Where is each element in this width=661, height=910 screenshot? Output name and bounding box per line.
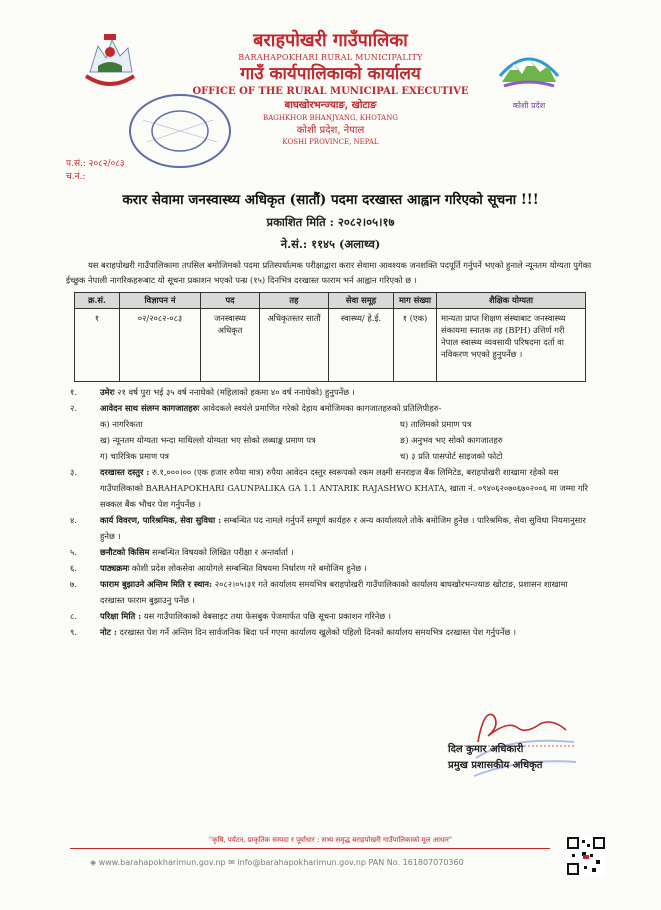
globe-icon: ◈: [90, 858, 97, 867]
item-text: २१ वर्ष पुरा भई ३५ वर्ष ननाघेको (महिलाको हकमा ४० वर्ष ननाघेको) हुनुपर्नेछ ।: [117, 387, 355, 397]
office-name-np: गाउँ कार्यपालिकाको कार्यालय: [240, 64, 421, 84]
table-header-row: [75, 293, 586, 309]
item-number: ७.: [70, 579, 77, 589]
conditions-list: [70, 384, 590, 640]
address-np: बाघखोरभन्ज्याङ, खोटाङ: [284, 100, 377, 111]
item-label: छनौटको किसिम: [100, 547, 150, 557]
footer-motto: "कृषि, पर्यटन, प्राकृतिक सम्पदा र पूर्वाधार : सभ्य समृद्ध बराहपोखरी गाउँपालिकाको मूल आधार": [208, 836, 453, 844]
right-logo-caption: कोशी प्रदेश: [512, 101, 546, 110]
item-label: आवेदन साथ संलग्न कागजातहरुः: [100, 403, 200, 413]
letter-number: प.सं.: २०८२/०८३: [66, 159, 125, 169]
item-text: आवेदकले स्वयंले प्रमाणित गरेको देहाय बमोजिमका कागजातहरुको प्रतिलिपीहरु-: [201, 403, 442, 413]
province-np: कोशी प्रदेश, नेपाल: [296, 125, 365, 136]
table-cell: अधिकृतस्तर सातौं: [260, 309, 329, 382]
table-cell: १: [75, 309, 120, 382]
notice-title: करार सेवामा जनस्वास्थ्य अधिकृत (सातौं) पदमा दरखास्त आह्वान गरिएको सूचना !!!: [122, 192, 539, 208]
address-en: BAGHKHOR BHANJYANG, KHOTANG: [263, 114, 398, 122]
item-number: २.: [70, 403, 77, 413]
document-item: ङ) अनुभव भए सोको कागजातहरु: [400, 435, 503, 445]
item-text: कोशी प्रदेश लोकसेवा आयोगले सम्बन्धित विषयमा निर्धारण गरे बमोजिम हुनेछ ।: [131, 563, 367, 573]
item-number: १.: [70, 387, 77, 397]
document-item: ख) न्यूनतम योग्यता भन्दा माथिल्लो योग्यता भए सोको लब्धाङ्क प्रमाण पत्र: [100, 435, 316, 445]
list-item: [70, 544, 590, 560]
qr-code-icon: [566, 836, 606, 876]
table-header: क्र.सं.: [75, 293, 120, 309]
signatory-block: [448, 742, 542, 774]
municipality-name-en: BARAHAPOKHARI RURAL MUNICIPALITY: [238, 53, 423, 62]
signatory-post: प्रमुख प्रशासकीय अधिकृत: [448, 760, 543, 771]
vacancy-table: [74, 292, 586, 382]
reference-numbers: [66, 158, 125, 184]
table-header: तह: [260, 293, 329, 309]
table-cell: १ (एक): [394, 309, 437, 382]
table-header: पद: [201, 293, 260, 309]
table-header: माग संख्या: [394, 293, 437, 309]
list-item: [70, 464, 590, 512]
list-item: [70, 624, 590, 640]
item-label: परिक्षा मिति :: [100, 611, 142, 621]
province-en: KOSHI PROVINCE, NEPAL: [282, 138, 379, 146]
list-item: [70, 608, 590, 624]
list-item: [70, 512, 590, 544]
item-number: ८.: [70, 611, 77, 621]
table-cell: स्वास्थ्य/ हे.ई.: [329, 309, 394, 382]
item-text: रु.१,०००।०० (एक हजार रुपैया मात्र) रुपैया आवेदन दस्तुर स्वरूपको रकम लक्ष्मी सनराइज बैंक लिमिटेड, बराहपोखरी शाखामा रहेको यस गाउँपालिकाको BARAHAPOKHARI GAUNPALIKA GA 1.1 ANTARIK RAJASHWO KHATA, खाता नं. ०९४०६२०७०६७०२००६ मा जम्मा गरि सक्कल बैंक भौचर पेश गर्नुपर्नेछ ।: [100, 467, 589, 509]
table-cell: ०२/२०८२-०८३: [120, 309, 201, 382]
list-item: [70, 576, 590, 608]
item-text: २०८२।०५।३१ गते कार्यालय समयभित्र बराहपोखरी गाउँपालिकाको कार्यालय बाघखोरभन्ज्याङ खोटाङ, प्रशासन शाखामा दरखास्त फाराम बुझाउनु पर्नेछ ।: [100, 579, 568, 605]
website-link[interactable]: www.barahapokharimun.gov.np: [98, 858, 226, 867]
item-number: ३.: [70, 467, 77, 477]
mail-icon: ✉: [228, 858, 235, 867]
item-text: यस गाउँपालिकाको वेबसाइट तथा फेसबुक पेजमार्फत पछि सूचना प्रकाशन गरिनेछ ।: [143, 611, 392, 621]
item-label: कार्य विवरण, पारिश्रमिक, सेवा सुविधा :: [100, 515, 222, 525]
table-row: [75, 309, 586, 382]
documents-grid: [100, 416, 580, 464]
document-item: क) नागरिकता: [100, 419, 143, 429]
item-label: पाठ्यक्रमः: [100, 563, 130, 573]
item-label: नोट :: [100, 627, 117, 637]
table-header: विज्ञापन नं: [120, 293, 201, 309]
footer-contact: [90, 858, 464, 867]
office-name-en: OFFICE OF THE RURAL MUNICIPAL EXECUTIVE: [192, 86, 469, 97]
item-number: ६.: [70, 563, 77, 573]
email-link[interactable]: info@barahapokharimun.gov.np: [237, 858, 366, 867]
item-text: सम्बन्धित पद नामले गर्नुपर्ने सम्पूर्ण कार्यहरु र अन्य कार्यालयले तोके बमोजिम हुनेछ । पारिश्रमिक, सेवा सुविधा नियमानुसार हुनेछ ।: [100, 515, 586, 541]
item-number: ९.: [70, 627, 77, 637]
list-item: [70, 384, 590, 400]
item-label: दरखास्त दस्तुर :: [100, 467, 150, 477]
pan-number: PAN No. 161807070360: [368, 858, 464, 867]
document-item: ग) चारित्रिक प्रमाण पत्र: [100, 451, 170, 461]
list-item: [70, 560, 590, 576]
municipality-name-np: बराहपोखरी गाउँपालिका: [253, 30, 408, 51]
document-item: घ) तालिमको प्रमाण पत्र: [400, 419, 472, 429]
document-item: च) ३ प्रति पासपोर्ट साइजको फोटो: [400, 451, 503, 461]
notice-number: ने.सं.: ११४५ (अलाथ्व): [280, 237, 381, 251]
item-number: ५.: [70, 547, 77, 557]
table-cell: जनस्वास्थ्य अधिकृत: [201, 309, 260, 382]
table-header: सेवा समूह: [329, 293, 394, 309]
letterhead: [0, 30, 661, 148]
footer-divider: [70, 848, 550, 849]
item-label: फाराम बुझाउने अन्तिम मिति र स्थान:: [100, 579, 213, 589]
item-label: उमेरः: [100, 387, 115, 397]
table-header: शैक्षिक योग्यता: [437, 293, 586, 309]
item-text: दरखास्त पेश गर्ने अन्तिम दिन सार्वजनिक बिदा पर्न गएमा कार्यालय खुलेको पहिलो दिनको कार्यालय समयभित्र दरखास्त पेश गर्नुपर्नेछ ।: [119, 627, 517, 637]
list-item: [70, 400, 590, 416]
published-date: प्रकाशित मिति : २०८२।०५।१७: [266, 215, 395, 229]
item-number: ४.: [70, 515, 77, 525]
dispatch-number: च.नं.:: [66, 172, 86, 182]
table-cell: मान्यता प्राप्त शिक्षण संस्थाबाट जनस्वास्थ्य संकायमा स्नातक तह (BPH) उत्तिर्ण गरी नेपाल स्वास्थ्य व्यवसायी परिषदमा दर्ता वा नविकरण भएको हुनुपर्नेछ ।: [437, 309, 586, 382]
signatory-name: दिल कुमार अधिकारी: [448, 744, 524, 755]
item-text: सम्बन्धित विषयको लिखित परीक्षा र अन्तर्वार्ता ।: [152, 547, 294, 557]
intro-paragraph: यस बराहपोखरी गाउँपालिकामा तपसिल बमोजिमको पदमा प्रतिस्पर्धात्मक परीक्षाद्वारा करार सेवामा आवश्यक जनशक्ति पदपूर्ति गर्नुपर्ने भएको हुनाले न्यूनतम योग्यता पुगेका ईच्छुक नेपाली नागरिकहरूबाट यो सूचना प्रकाशन भएको पन्ध्र (१५) दिनभित्र दरखास्त फाराम भर्न आह्वान गरिएको छ ।: [66, 260, 592, 285]
